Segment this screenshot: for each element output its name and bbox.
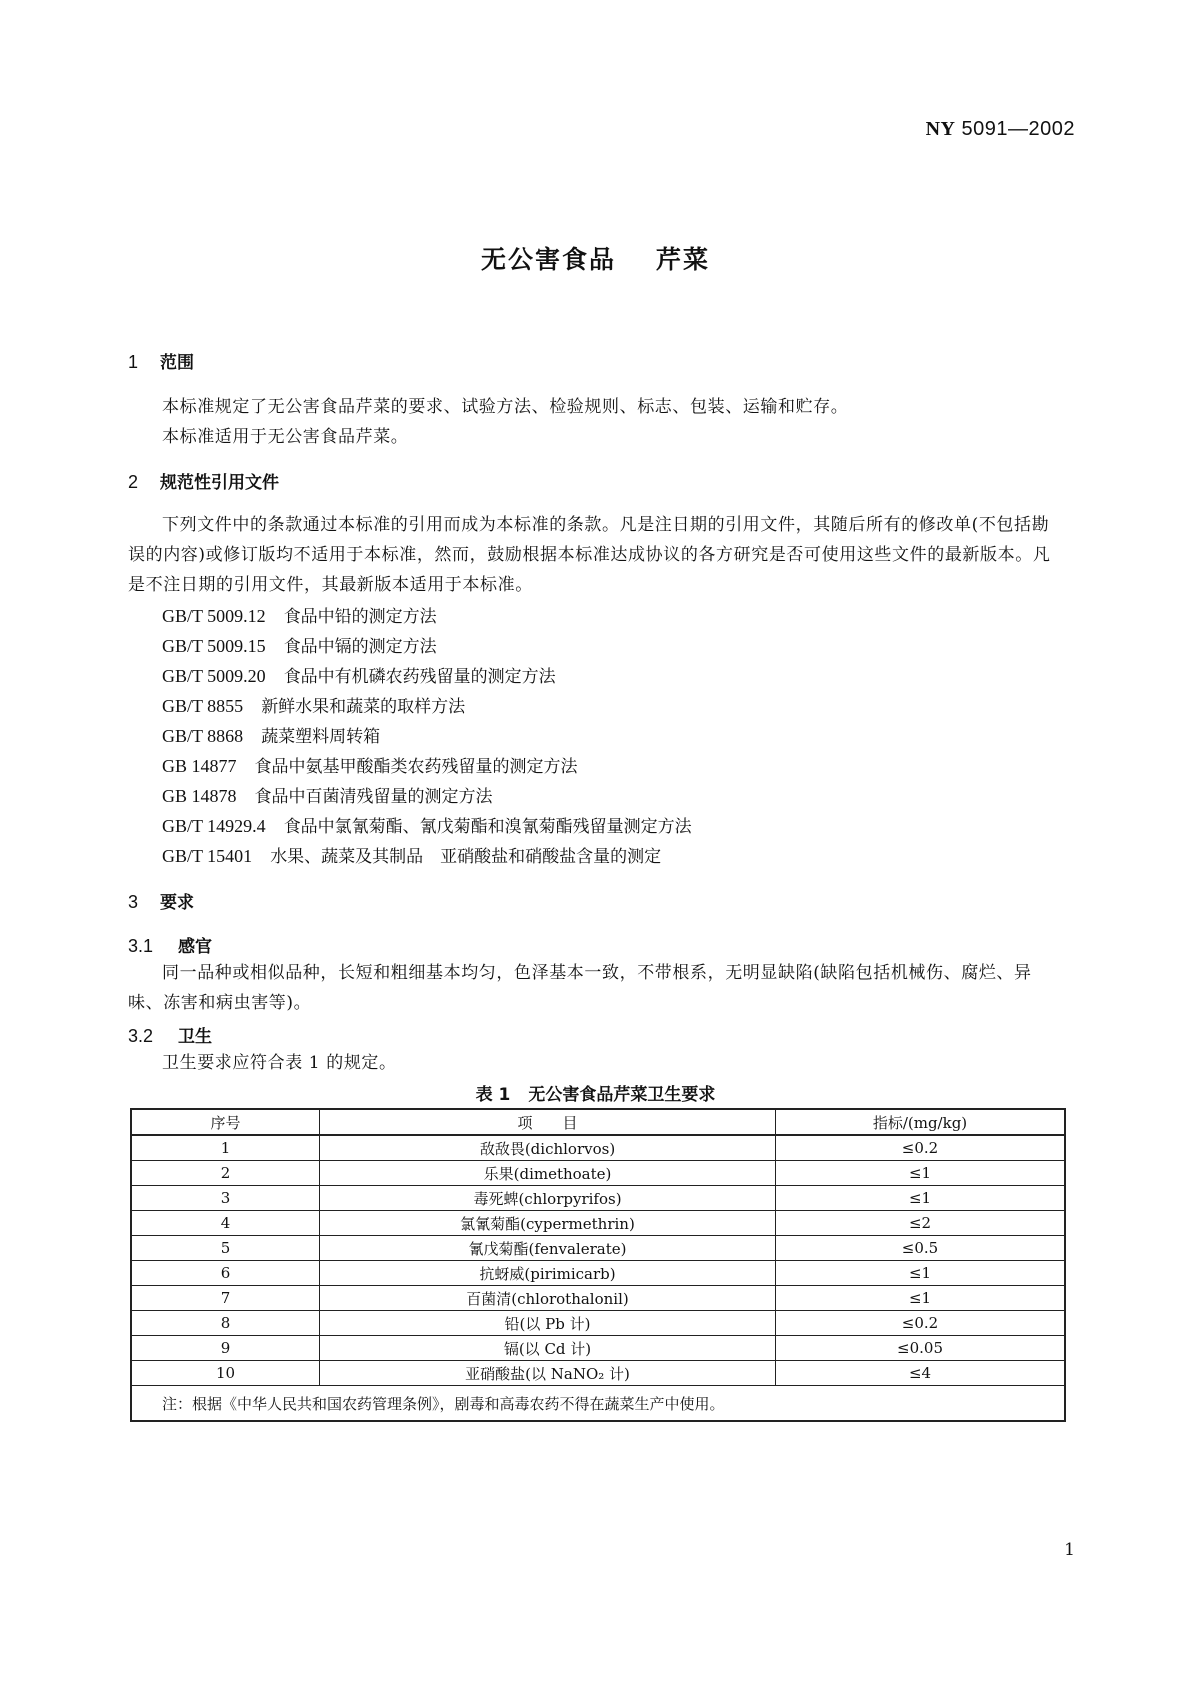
standard-code: 5091—2002 [961,118,1075,140]
cell-item: 铅(以 Pb 计) [320,1311,776,1336]
ref-code: GB/T 5009.20 [162,666,266,686]
cell-limit: ≤0.5 [776,1236,1066,1261]
document-title [0,240,1191,276]
table-caption [0,1080,1191,1105]
table-row [131,1236,1065,1261]
cell-item: 镉(以 Cd 计) [320,1336,776,1361]
cell-index: 2 [131,1161,320,1186]
section-number: 3 [128,892,139,912]
cell-limit: ≤1 [776,1186,1066,1211]
cell-index: 5 [131,1236,320,1261]
ref-code: GB 14878 [162,786,237,806]
cell-item: 百菌清(chlorothalonil) [320,1286,776,1311]
ref-name: 食品中铅的测定方法 [283,607,437,627]
table-row [131,1361,1065,1386]
section-title: 规范性引用文件 [160,473,279,493]
table-row [131,1261,1065,1286]
ref-code: GB/T 8855 [162,696,244,716]
cell-item: 抗蚜威(pirimicarb) [320,1261,776,1286]
cell-limit: ≤1 [776,1161,1066,1186]
page-number: 1 [1064,1540,1075,1560]
hygiene-requirements-table [130,1108,1066,1422]
section-1-heading [128,348,194,373]
table-row [131,1161,1065,1186]
ref-code: GB/T 5009.12 [162,606,266,626]
ref-name: 新鲜水果和蔬菜的取样方法 [261,697,466,717]
table-row [131,1286,1065,1311]
ref-item [162,632,437,657]
section-2-intro: 下列文件中的条款通过本标准的引用而成为本标准的条款。凡是注日期的引用文件，其随后所有的修改单(不包括勘误的内容)或修订版均不适用于本标准，然而，鼓励根据本标准达成协议的各方研究是否可使用这些文件的最新版本。凡是不注日期的引用文件，其最新版本适用于本标准。 [128,515,1051,595]
ref-item [162,722,380,747]
table-row [131,1336,1065,1361]
table-caption-number: 表 1 [475,1085,511,1105]
cell-limit: ≤4 [776,1361,1066,1386]
section-3-2-heading [128,1022,212,1047]
ref-code: GB/T 15401 [162,846,253,866]
cell-limit: ≤1 [776,1261,1066,1286]
section-title: 卫生 [178,1027,212,1047]
section-3-2-text: 卫生要求应符合表 1 的规定。 [162,1053,397,1073]
section-1-para-1: 本标准规定了无公害食品芹菜的要求、试验方法、检验规则、标志、包装、运输和贮存。 [162,397,849,417]
ref-item [162,782,493,807]
section-title: 范围 [160,353,194,373]
ref-name: 食品中百菌清残留量的测定方法 [254,787,493,807]
section-title: 要求 [160,893,194,913]
ref-code: GB/T 8868 [162,726,244,746]
cell-item: 毒死蜱(chlorpyrifos) [320,1186,776,1211]
table-header-row [131,1109,1065,1135]
section-number: 2 [128,472,139,492]
cell-index: 10 [131,1361,320,1386]
cell-index: 4 [131,1211,320,1236]
cell-limit: ≤0.2 [776,1135,1066,1161]
ref-code: GB/T 14929.4 [162,816,266,836]
header-item: 项 目 [320,1109,776,1135]
ref-name: 食品中氯氰菊酯、氰戊菊酯和溴氰菊酯残留量测定方法 [283,817,692,837]
ref-item [162,812,692,837]
title-part2: 芹菜 [656,245,711,274]
cell-item: 氯氰菊酯(cypermethrin) [320,1211,776,1236]
ref-name: 蔬菜塑料周转箱 [261,727,381,747]
header-index: 序号 [131,1109,320,1135]
ref-item [162,602,437,627]
cell-item: 氰戊菊酯(fenvalerate) [320,1236,776,1261]
cell-index: 7 [131,1286,320,1311]
cell-limit: ≤0.2 [776,1311,1066,1336]
cell-limit: ≤0.05 [776,1336,1066,1361]
cell-index: 9 [131,1336,320,1361]
ref-item [162,842,661,867]
standard-prefix: NY [925,118,956,140]
section-3-1-heading [128,932,212,957]
table-row [131,1135,1065,1161]
section-number: 3.1 [128,936,154,956]
ref-name: 食品中镉的测定方法 [283,637,437,657]
section-3-1-text: 同一品种或相似品种，长短和粗细基本均匀，色泽基本一致，不带根系，无明显缺陷(缺陷包括机械伤、腐烂、异味、冻害和病虫害等)。 [128,963,1032,1013]
cell-limit: ≤2 [776,1211,1066,1236]
standard-number [926,118,1075,141]
ref-item [162,692,465,717]
table-row [131,1186,1065,1211]
section-title: 感官 [178,937,212,957]
ref-code: GB/T 5009.15 [162,636,266,656]
ref-name: 水果、蔬菜及其制品 亚硝酸盐和硝酸盐含量的测定 [270,847,662,867]
ref-item [162,752,578,777]
table-row [131,1211,1065,1236]
table-note: 注：根据《中华人民共和国农药管理条例》，剧毒和高毒农药不得在蔬菜生产中使用。 [131,1386,1065,1422]
section-3-heading [128,888,194,913]
cell-index: 6 [131,1261,320,1286]
table-row [131,1311,1065,1336]
section-1-para-2: 本标准适用于无公害食品芹菜。 [162,427,409,447]
cell-item: 亚硝酸盐(以 NaNO₂ 计) [320,1361,776,1386]
cell-index: 8 [131,1311,320,1336]
table-caption-text: 无公害食品芹菜卫生要求 [528,1085,716,1105]
section-2-heading [128,468,279,493]
section-number: 3.2 [128,1026,154,1046]
cell-limit: ≤1 [776,1286,1066,1311]
ref-name: 食品中氨基甲酸酯类农药残留量的测定方法 [254,757,578,777]
table-note-row [131,1386,1065,1422]
ref-code: GB 14877 [162,756,237,776]
section-number: 1 [128,352,139,372]
header-limit: 指标/(mg/kg) [776,1109,1066,1135]
cell-index: 3 [131,1186,320,1211]
ref-name: 食品中有机磷农药残留量的测定方法 [283,667,556,687]
cell-index: 1 [131,1135,320,1161]
ref-item [162,662,556,687]
cell-item: 乐果(dimethoate) [320,1161,776,1186]
cell-item: 敌敌畏(dichlorvos) [320,1135,776,1161]
title-part1: 无公害食品 [480,245,616,274]
